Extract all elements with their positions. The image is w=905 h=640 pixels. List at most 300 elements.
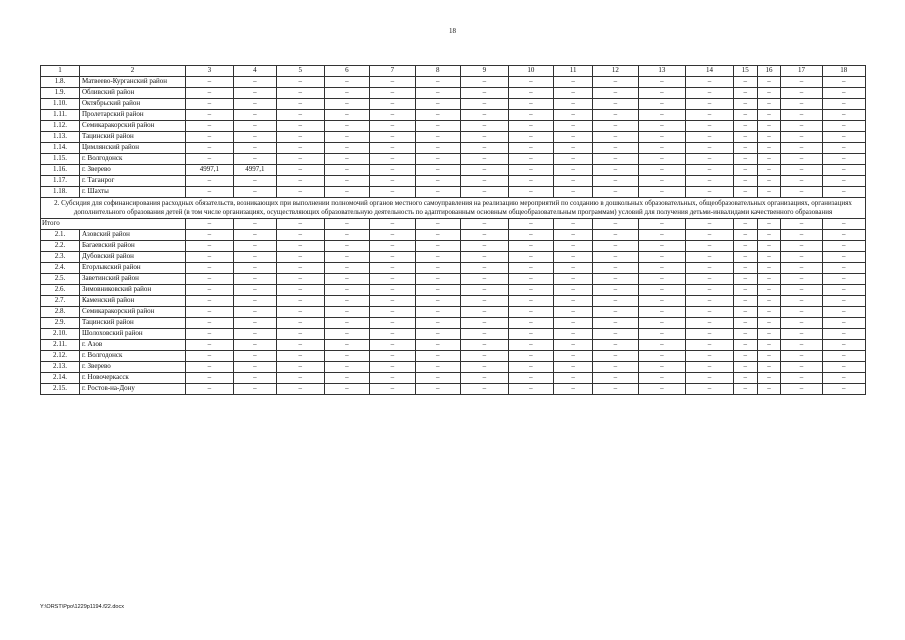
column-header-16: 16 (757, 66, 781, 77)
value-cell: – (233, 230, 276, 241)
row-number: 1.15. (41, 154, 80, 165)
value-cell: – (415, 351, 460, 362)
table-row (41, 165, 866, 176)
value-cell: – (822, 241, 865, 252)
value-cell: – (733, 176, 757, 187)
value-cell: – (638, 252, 686, 263)
municipality-name: Цимлянский район (79, 143, 185, 154)
column-header-6: 6 (324, 66, 369, 77)
value-cell: – (593, 252, 638, 263)
value-cell: – (370, 340, 415, 351)
value-cell: – (276, 176, 324, 187)
value-cell: – (370, 219, 415, 230)
column-header-4: 4 (233, 66, 276, 77)
value-cell: – (186, 274, 234, 285)
municipality-name: г. Таганрог (79, 176, 185, 187)
value-cell: – (822, 362, 865, 373)
value-cell: – (593, 285, 638, 296)
value-cell: – (686, 241, 734, 252)
value-cell: – (508, 384, 553, 395)
value-cell: – (370, 318, 415, 329)
value-cell: – (233, 176, 276, 187)
column-header-5: 5 (276, 66, 324, 77)
value-cell: – (508, 274, 553, 285)
value-cell: – (415, 219, 460, 230)
value-cell: – (324, 110, 369, 121)
value-cell: – (822, 296, 865, 307)
value-cell: – (781, 121, 822, 132)
value-cell: – (686, 143, 734, 154)
column-header-9: 9 (461, 66, 509, 77)
value-cell: – (370, 384, 415, 395)
value-cell: – (593, 384, 638, 395)
value-cell: – (324, 176, 369, 187)
value-cell: – (593, 165, 638, 176)
row-number: 2.7. (41, 296, 80, 307)
municipality-name: Семикаракорский район (79, 307, 185, 318)
value-cell: – (554, 340, 593, 351)
value-cell: – (324, 263, 369, 274)
value-cell: – (276, 307, 324, 318)
municipality-name: Шолоховский район (79, 329, 185, 340)
value-cell: – (781, 110, 822, 121)
table-row (41, 263, 866, 274)
value-cell: – (186, 230, 234, 241)
value-cell: – (276, 110, 324, 121)
table-row (41, 121, 866, 132)
value-cell: – (415, 329, 460, 340)
value-cell: – (233, 88, 276, 99)
row-number: 1.11. (41, 110, 80, 121)
row-number: 2.1. (41, 230, 80, 241)
value-cell: 4997,1 (186, 165, 234, 176)
row-number: 2.2. (41, 241, 80, 252)
value-cell: – (554, 99, 593, 110)
municipality-name: Матвеево-Курганский район (79, 77, 185, 88)
value-cell: – (508, 165, 553, 176)
value-cell: – (733, 154, 757, 165)
municipality-name: г. Волгодонск (79, 154, 185, 165)
value-cell: – (461, 263, 509, 274)
value-cell: – (276, 340, 324, 351)
row-number: 2.12. (41, 351, 80, 362)
value-cell: – (415, 154, 460, 165)
value-cell: – (593, 219, 638, 230)
value-cell: – (757, 132, 781, 143)
value-cell: – (554, 165, 593, 176)
value-cell: – (593, 132, 638, 143)
value-cell: – (233, 307, 276, 318)
section-2-title: 2. Субсидия для софинансирования расходных обязательств, возникающих при выполнении полномочий органов местного самоуправления на реализацию мероприятий по созданию в дошкольных образовательных, общеобразовательных организациях, организациях дополнительного образования детей (в том числе организациях, осуществляющих образовательную деятельность по адаптированным основным общеобразовательным программам) условий для получения детьми-инвалидами качественного образования (41, 198, 866, 219)
value-cell: – (370, 77, 415, 88)
municipality-name: Зимовниковский район (79, 285, 185, 296)
value-cell: – (554, 121, 593, 132)
value-cell: – (370, 307, 415, 318)
value-cell: – (508, 263, 553, 274)
value-cell: – (324, 296, 369, 307)
value-cell: – (554, 362, 593, 373)
value-cell: – (276, 296, 324, 307)
table-row (41, 373, 866, 384)
municipality-name: г. Новочеркасск (79, 373, 185, 384)
value-cell: – (757, 351, 781, 362)
value-cell: – (781, 252, 822, 263)
value-cell: – (415, 252, 460, 263)
column-header-10: 10 (508, 66, 553, 77)
value-cell: – (781, 340, 822, 351)
value-cell: – (593, 274, 638, 285)
value-cell: – (186, 384, 234, 395)
value-cell: – (276, 373, 324, 384)
value-cell: – (370, 165, 415, 176)
column-header-11: 11 (554, 66, 593, 77)
value-cell: – (554, 296, 593, 307)
value-cell: – (370, 241, 415, 252)
value-cell: – (733, 143, 757, 154)
value-cell: – (324, 340, 369, 351)
value-cell: – (638, 143, 686, 154)
value-cell: – (461, 285, 509, 296)
value-cell: – (554, 110, 593, 121)
value-cell: – (686, 165, 734, 176)
value-cell: – (822, 252, 865, 263)
value-cell: – (733, 384, 757, 395)
value-cell: – (233, 252, 276, 263)
value-cell: – (781, 362, 822, 373)
row-number: 1.16. (41, 165, 80, 176)
value-cell: – (233, 121, 276, 132)
value-cell: – (370, 187, 415, 198)
value-cell: – (781, 143, 822, 154)
page-number: 18 (449, 27, 456, 35)
value-cell: – (733, 307, 757, 318)
value-cell: – (781, 307, 822, 318)
value-cell: – (781, 165, 822, 176)
value-cell: – (593, 154, 638, 165)
value-cell: – (370, 121, 415, 132)
value-cell: – (508, 340, 553, 351)
value-cell: – (686, 110, 734, 121)
value-cell: – (757, 187, 781, 198)
column-header-18: 18 (822, 66, 865, 77)
row-number: 2.14. (41, 373, 80, 384)
value-cell: – (233, 241, 276, 252)
value-cell: – (822, 351, 865, 362)
value-cell: – (415, 99, 460, 110)
value-cell: – (757, 263, 781, 274)
value-cell: – (276, 318, 324, 329)
value-cell: – (554, 373, 593, 384)
value-cell: – (638, 230, 686, 241)
value-cell: – (415, 187, 460, 198)
municipality-name: Дубовский район (79, 252, 185, 263)
table-row (41, 241, 866, 252)
value-cell: – (461, 362, 509, 373)
municipality-name: г. Ростов-на-Дону (79, 384, 185, 395)
value-cell: – (757, 362, 781, 373)
value-cell: – (186, 219, 234, 230)
value-cell: – (370, 230, 415, 241)
value-cell: – (554, 132, 593, 143)
value-cell: – (370, 285, 415, 296)
value-cell: – (757, 143, 781, 154)
value-cell: – (508, 99, 553, 110)
value-cell: – (461, 351, 509, 362)
value-cell: – (508, 110, 553, 121)
value-cell: – (593, 318, 638, 329)
value-cell: – (233, 373, 276, 384)
table-row (41, 176, 866, 187)
value-cell: – (733, 187, 757, 198)
value-cell: – (508, 329, 553, 340)
value-cell: – (593, 263, 638, 274)
value-cell: – (686, 154, 734, 165)
municipality-name: г. Азов (79, 340, 185, 351)
table-row (41, 77, 866, 88)
value-cell: – (686, 252, 734, 263)
value-cell: – (781, 176, 822, 187)
value-cell: – (638, 296, 686, 307)
value-cell: – (638, 121, 686, 132)
value-cell: – (757, 274, 781, 285)
value-cell: – (276, 187, 324, 198)
value-cell: – (508, 307, 553, 318)
value-cell: – (822, 132, 865, 143)
value-cell: – (733, 296, 757, 307)
value-cell: – (370, 132, 415, 143)
file-path-footer: Y:\ORST\Ppo\1229p1194.f22.docx (40, 604, 124, 610)
value-cell: – (733, 121, 757, 132)
value-cell: – (186, 241, 234, 252)
municipality-name: Семикаракорский район (79, 121, 185, 132)
row-number: 2.10. (41, 329, 80, 340)
value-cell: – (324, 230, 369, 241)
value-cell: – (415, 340, 460, 351)
value-cell: – (233, 340, 276, 351)
value-cell: – (186, 154, 234, 165)
value-cell: – (638, 77, 686, 88)
value-cell: – (233, 187, 276, 198)
value-cell: – (508, 121, 553, 132)
column-header-3: 3 (186, 66, 234, 77)
row-number: 2.11. (41, 340, 80, 351)
value-cell: – (370, 362, 415, 373)
value-cell: – (508, 132, 553, 143)
value-cell: – (415, 121, 460, 132)
value-cell: – (508, 77, 553, 88)
value-cell: – (233, 318, 276, 329)
value-cell: – (638, 318, 686, 329)
value-cell: – (822, 121, 865, 132)
value-cell: – (233, 274, 276, 285)
value-cell: – (461, 143, 509, 154)
value-cell: – (276, 362, 324, 373)
value-cell: – (686, 362, 734, 373)
value-cell: – (638, 241, 686, 252)
value-cell: – (370, 351, 415, 362)
value-cell: – (461, 219, 509, 230)
table-row (41, 351, 866, 362)
value-cell: – (370, 329, 415, 340)
value-cell: – (757, 99, 781, 110)
column-header-2: 2 (79, 66, 185, 77)
value-cell: – (757, 296, 781, 307)
table-row (41, 307, 866, 318)
value-cell: – (461, 99, 509, 110)
value-cell: – (554, 263, 593, 274)
value-cell: – (554, 176, 593, 187)
value-cell: – (822, 329, 865, 340)
value-cell: – (593, 373, 638, 384)
value-cell: – (415, 384, 460, 395)
value-cell: – (781, 373, 822, 384)
table-row (41, 143, 866, 154)
value-cell: – (233, 99, 276, 110)
value-cell: – (686, 285, 734, 296)
municipality-name: Егорлыкский район (79, 263, 185, 274)
value-cell: – (554, 219, 593, 230)
value-cell: – (324, 165, 369, 176)
value-cell: – (638, 329, 686, 340)
value-cell: – (638, 307, 686, 318)
value-cell: – (233, 351, 276, 362)
value-cell: – (554, 329, 593, 340)
value-cell: – (186, 329, 234, 340)
value-cell: – (686, 373, 734, 384)
value-cell: – (186, 285, 234, 296)
value-cell: – (638, 274, 686, 285)
table-row (41, 285, 866, 296)
value-cell: – (276, 143, 324, 154)
value-cell: – (757, 329, 781, 340)
value-cell: – (638, 219, 686, 230)
value-cell: – (508, 285, 553, 296)
value-cell: – (593, 99, 638, 110)
value-cell: – (733, 340, 757, 351)
municipality-name: Пролетарский район (79, 110, 185, 121)
value-cell: – (276, 263, 324, 274)
value-cell: – (461, 307, 509, 318)
value-cell: – (415, 143, 460, 154)
value-cell: – (324, 384, 369, 395)
value-cell: – (554, 154, 593, 165)
value-cell: – (508, 143, 553, 154)
value-cell: – (781, 77, 822, 88)
value-cell: – (781, 274, 822, 285)
value-cell: – (686, 219, 734, 230)
value-cell: – (415, 230, 460, 241)
value-cell: – (757, 230, 781, 241)
value-cell: – (686, 187, 734, 198)
value-cell: – (593, 110, 638, 121)
value-cell: – (822, 99, 865, 110)
value-cell: – (370, 143, 415, 154)
table-row (41, 187, 866, 198)
row-number: 1.17. (41, 176, 80, 187)
value-cell: – (508, 351, 553, 362)
value-cell: – (757, 176, 781, 187)
value-cell: – (233, 77, 276, 88)
value-cell: – (757, 154, 781, 165)
value-cell: – (415, 307, 460, 318)
value-cell: – (822, 340, 865, 351)
value-cell: – (593, 176, 638, 187)
value-cell: – (233, 110, 276, 121)
row-number: 1.9. (41, 88, 80, 99)
value-cell: – (186, 110, 234, 121)
value-cell: – (233, 219, 276, 230)
value-cell: – (370, 252, 415, 263)
value-cell: – (781, 99, 822, 110)
value-cell: – (233, 263, 276, 274)
value-cell: – (276, 154, 324, 165)
value-cell: – (276, 165, 324, 176)
value-cell: – (638, 176, 686, 187)
section-title-row (41, 198, 866, 219)
value-cell: – (370, 373, 415, 384)
value-cell: – (822, 384, 865, 395)
value-cell: – (186, 351, 234, 362)
value-cell: – (593, 329, 638, 340)
value-cell: – (757, 252, 781, 263)
value-cell: – (593, 230, 638, 241)
value-cell: – (370, 110, 415, 121)
value-cell: – (781, 132, 822, 143)
value-cell: – (554, 88, 593, 99)
table-row (41, 340, 866, 351)
value-cell: – (686, 296, 734, 307)
value-cell: – (638, 99, 686, 110)
value-cell: – (733, 99, 757, 110)
value-cell: – (822, 165, 865, 176)
value-cell: – (554, 285, 593, 296)
value-cell: – (638, 340, 686, 351)
row-number: 1.8. (41, 77, 80, 88)
value-cell: – (686, 307, 734, 318)
value-cell: – (461, 373, 509, 384)
municipality-name: г. Зверево (79, 165, 185, 176)
value-cell: – (593, 296, 638, 307)
value-cell: – (638, 362, 686, 373)
value-cell: – (822, 176, 865, 187)
value-cell: – (822, 110, 865, 121)
table-row (41, 88, 866, 99)
value-cell: – (233, 154, 276, 165)
row-number: 1.12. (41, 121, 80, 132)
table-row (41, 318, 866, 329)
value-cell: – (370, 263, 415, 274)
value-cell: – (757, 241, 781, 252)
header-row (41, 66, 866, 77)
value-cell: – (324, 143, 369, 154)
value-cell: – (757, 373, 781, 384)
value-cell: – (415, 176, 460, 187)
value-cell: – (733, 274, 757, 285)
value-cell: – (593, 187, 638, 198)
value-cell: – (186, 373, 234, 384)
value-cell: – (324, 132, 369, 143)
table-row (41, 154, 866, 165)
value-cell: – (638, 88, 686, 99)
row-number: 2.6. (41, 285, 80, 296)
value-cell: – (508, 88, 553, 99)
total-row (41, 219, 866, 230)
value-cell: – (461, 384, 509, 395)
value-cell: – (733, 285, 757, 296)
value-cell: – (593, 241, 638, 252)
value-cell: – (415, 296, 460, 307)
value-cell: – (554, 351, 593, 362)
